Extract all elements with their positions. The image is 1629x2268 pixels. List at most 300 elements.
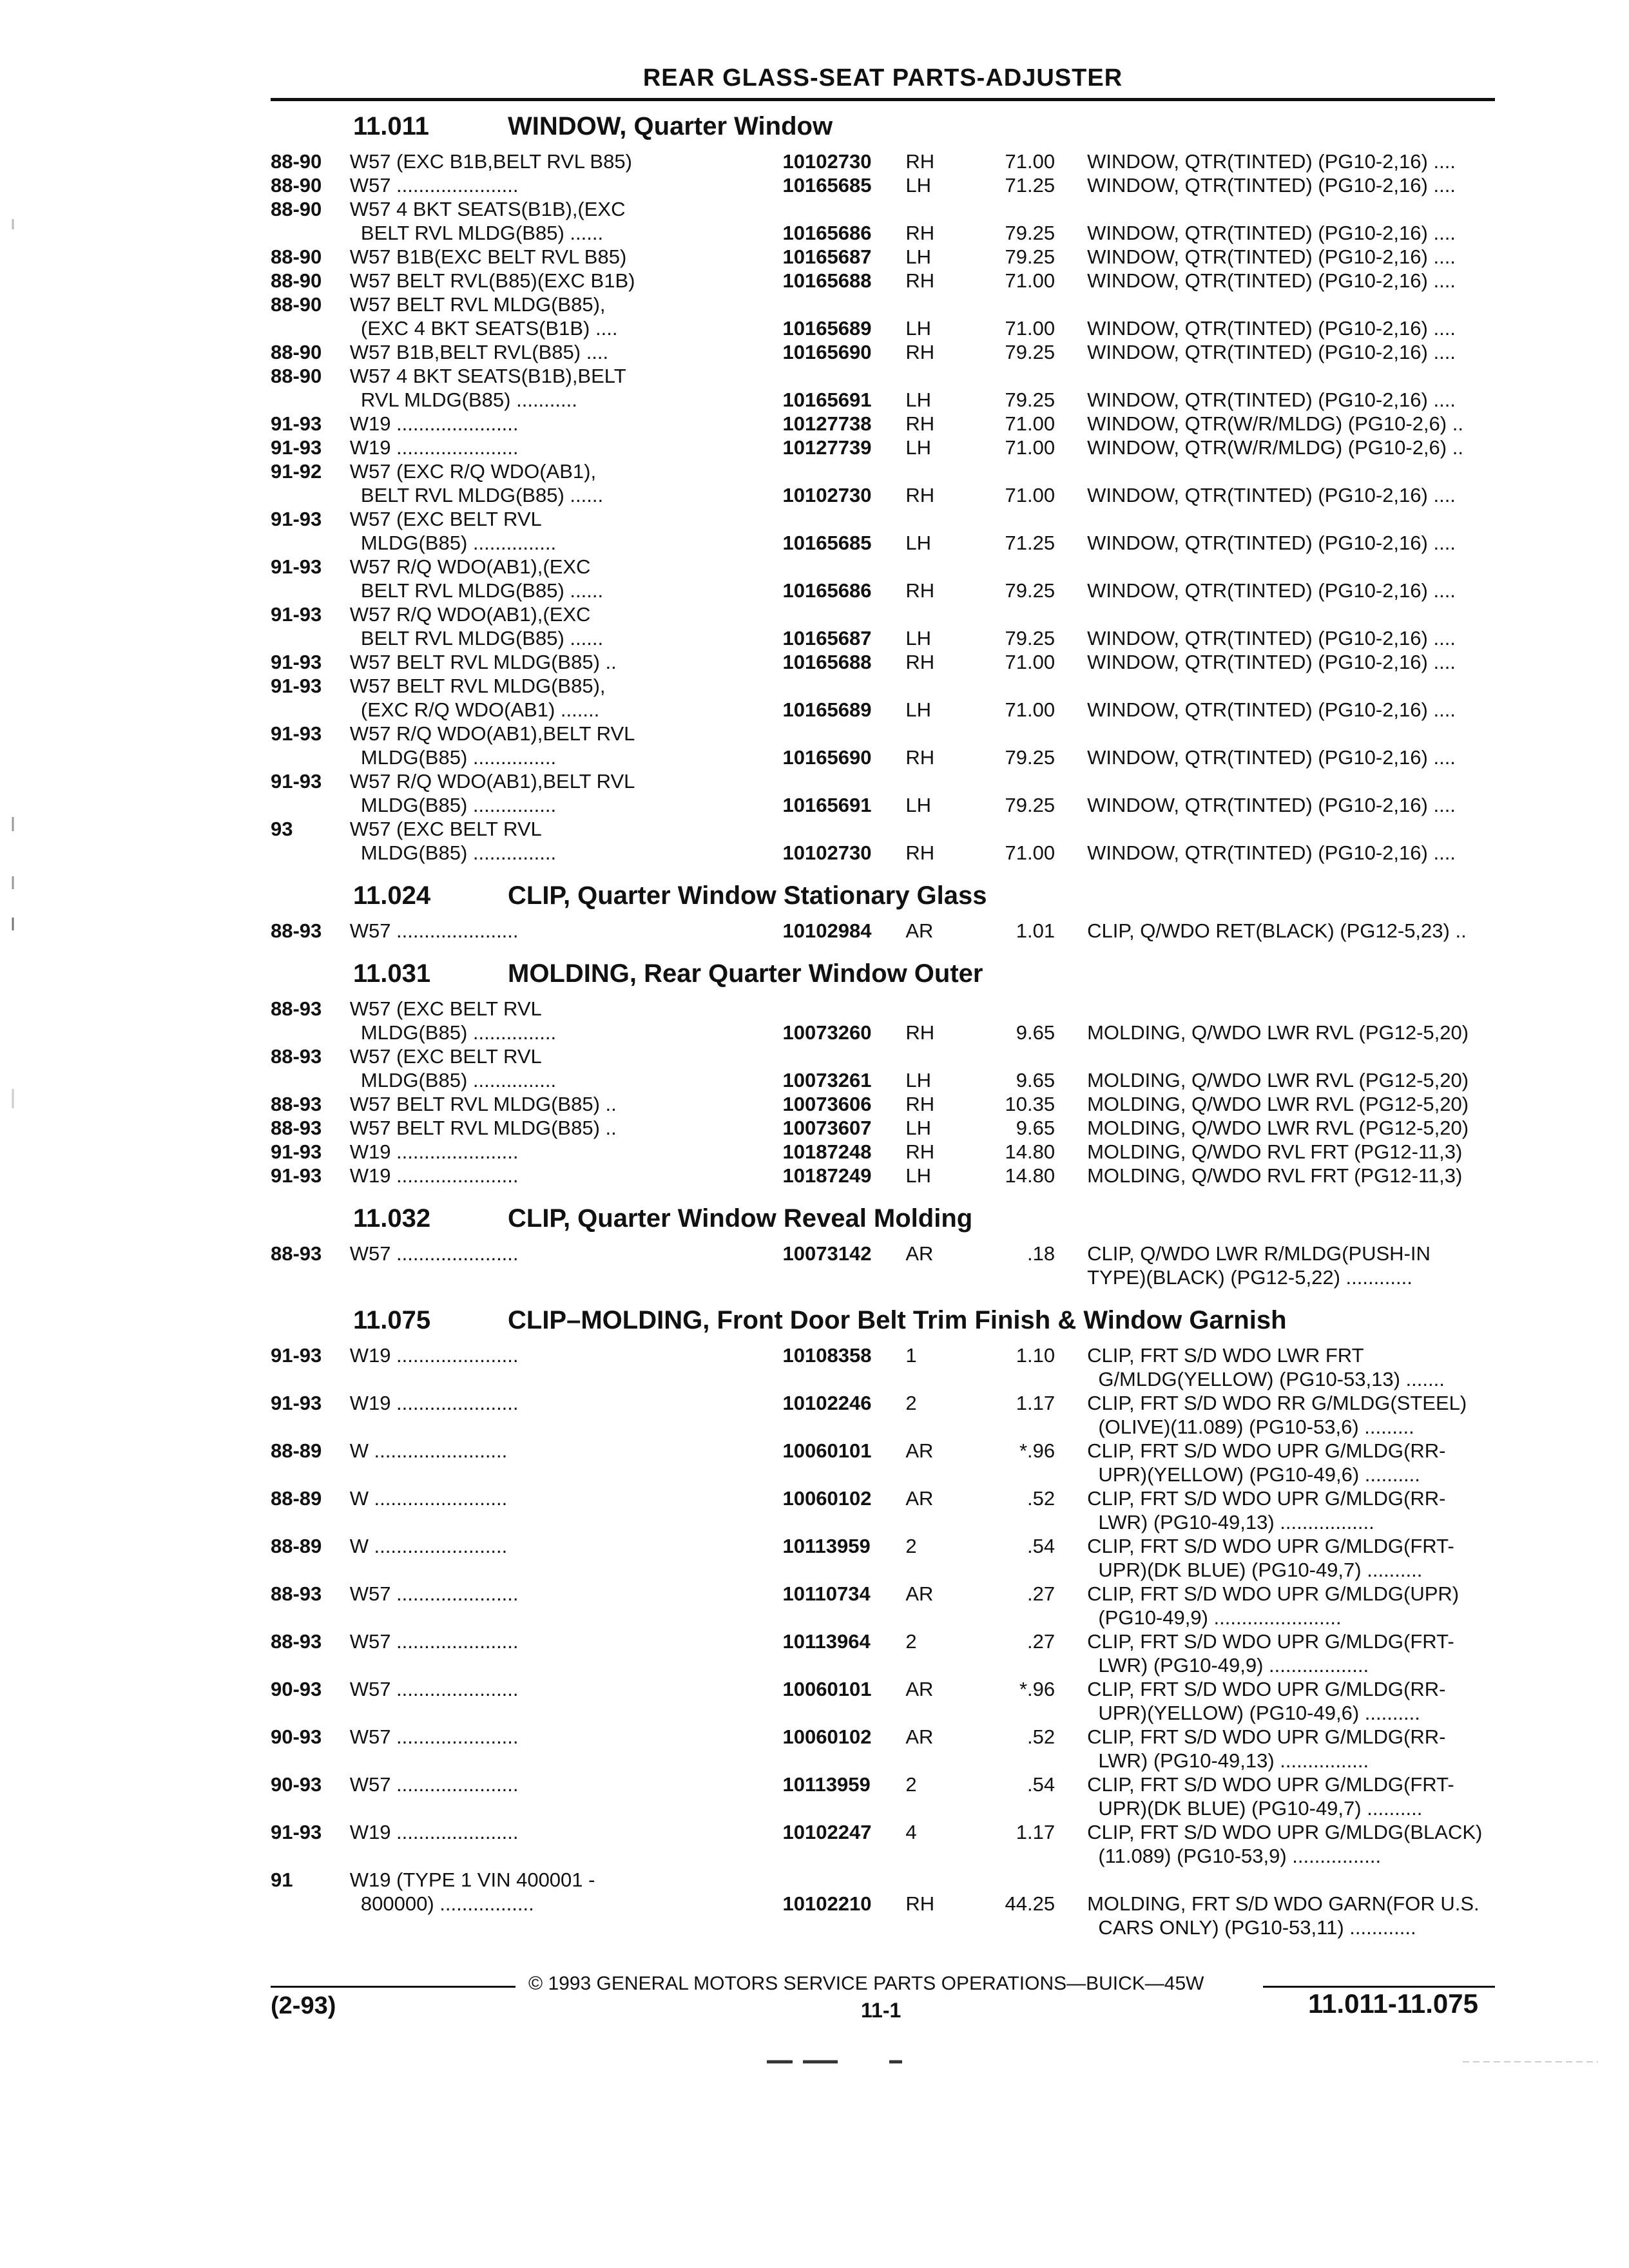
- application: W57 BELT RVL MLDG(B85) ..: [349, 651, 617, 673]
- application: W19 ......................: [349, 1392, 519, 1414]
- price: 79.25: [1005, 245, 1055, 268]
- model-years: 88-89: [271, 1535, 322, 1557]
- part-name: WINDOW, QTR(W/R/MLDG) (PG10-2,6) ..: [1087, 412, 1463, 435]
- application: (EXC R/Q WDO(AB1) .......: [349, 698, 600, 721]
- part-row: [271, 1749, 1495, 1773]
- part-number: 10102247: [782, 1821, 872, 1843]
- part-row: [271, 1558, 1495, 1582]
- part-row: [271, 483, 1495, 507]
- part-row: [271, 1140, 1495, 1164]
- part-row: [271, 1463, 1495, 1486]
- application: W19 ......................: [349, 412, 519, 435]
- quantity: RH: [905, 1892, 935, 1915]
- model-years: [271, 1367, 350, 1391]
- quantity: 2: [905, 1773, 917, 1796]
- quantity: RH: [905, 579, 935, 602]
- model-years: 88-93: [271, 1630, 322, 1653]
- quantity: LH: [905, 627, 932, 649]
- part-number: 10102730: [782, 841, 872, 864]
- quantity: AR: [905, 919, 934, 942]
- part-name: MOLDING, Q/WDO LWR RVL (PG12-5,20): [1087, 1117, 1469, 1139]
- part-name: WINDOW, QTR(TINTED) (PG10-2,16) ....: [1087, 269, 1456, 292]
- application: MLDG(B85) ...............: [349, 794, 557, 816]
- model-years: [271, 1558, 350, 1582]
- price: 1.17: [1016, 1392, 1055, 1414]
- price: 71.00: [1005, 412, 1055, 435]
- price: .27: [1027, 1630, 1055, 1653]
- part-name: WINDOW, QTR(TINTED) (PG10-2,16) ....: [1087, 150, 1456, 173]
- model-years: [271, 221, 350, 245]
- part-row: [271, 602, 1495, 626]
- model-years: [271, 1068, 350, 1092]
- quantity: RH: [905, 651, 935, 673]
- part-row: [271, 316, 1495, 340]
- part-row: [271, 1510, 1495, 1534]
- part-row: [271, 1820, 1495, 1844]
- application: [350, 1415, 783, 1439]
- price: 71.00: [1005, 484, 1055, 506]
- part-name: CLIP, FRT S/D WDO RR G/MLDG(STEEL): [1087, 1392, 1467, 1414]
- section-title: CLIP, Quarter Window Reveal Molding: [508, 1204, 973, 1233]
- application: MLDG(B85) ...............: [349, 746, 557, 769]
- section-heading: [271, 959, 1495, 997]
- application: W57 BELT RVL MLDG(B85) ..: [349, 1093, 617, 1115]
- part-row: [271, 149, 1495, 173]
- model-years: [271, 579, 350, 602]
- price: 79.25: [1005, 389, 1055, 411]
- part-name: WINDOW, QTR(TINTED) (PG10-2,16) ....: [1087, 698, 1456, 721]
- application: [350, 1916, 783, 1939]
- section-heading: [271, 112, 1495, 149]
- part-row: [271, 626, 1495, 650]
- application: [350, 1749, 783, 1773]
- section-spacer: [271, 865, 1495, 878]
- part-number: 10165689: [782, 317, 872, 340]
- part-name: MOLDING, Q/WDO LWR RVL (PG12-5,20): [1087, 1093, 1469, 1115]
- part-row: [271, 1068, 1495, 1092]
- part-name: [1087, 769, 1495, 793]
- part-number: 10060102: [782, 1725, 872, 1748]
- part-name: [1087, 555, 1495, 579]
- part-row: [271, 698, 1495, 722]
- part-row: [271, 1242, 1495, 1265]
- quantity: LH: [905, 1117, 932, 1139]
- price: 9.65: [1016, 1117, 1055, 1139]
- part-name: [1087, 722, 1495, 745]
- model-years: 88-89: [271, 1487, 322, 1510]
- part-row: [271, 1164, 1495, 1187]
- model-years: 93: [271, 818, 293, 840]
- quantity: RH: [905, 269, 935, 292]
- model-years: [271, 1701, 350, 1725]
- model-years: 91-93: [271, 651, 322, 673]
- part-name: WINDOW, QTR(TINTED) (PG10-2,16) ....: [1087, 532, 1456, 554]
- model-years: 91-93: [271, 675, 322, 697]
- part-row: [271, 1415, 1495, 1439]
- part-number: 10060101: [782, 1439, 872, 1462]
- part-name: CLIP, FRT S/D WDO UPR G/MLDG(FRT-: [1087, 1535, 1454, 1557]
- section-title: CLIP–MOLDING, Front Door Belt Trim Finish & Window Garnish: [508, 1306, 1287, 1334]
- part-number: 10113964: [782, 1630, 871, 1653]
- part-row: [271, 1844, 1495, 1868]
- part-name: [1087, 997, 1495, 1021]
- model-years: 88-90: [271, 150, 322, 173]
- application: W57 (EXC R/Q WDO(AB1),: [349, 460, 597, 483]
- price: 71.00: [1005, 841, 1055, 864]
- application: W57 ......................: [349, 919, 519, 942]
- price: 79.25: [1005, 579, 1055, 602]
- quantity: 4: [905, 1821, 917, 1843]
- application: W57 B1B(EXC BELT RVL B85): [349, 245, 627, 268]
- quantity: LH: [905, 532, 932, 554]
- section-heading: [271, 1204, 1495, 1242]
- model-years: 91: [271, 1869, 293, 1891]
- part-number: 10165686: [782, 579, 872, 602]
- application: (EXC 4 BKT SEATS(B1B) ....: [349, 317, 618, 340]
- part-name: G/MLDG(YELLOW) (PG10-53,13) .......: [1087, 1368, 1445, 1390]
- application: BELT RVL MLDG(B85) ......: [349, 484, 604, 506]
- part-row: [271, 269, 1495, 293]
- part-name: CLIP, FRT S/D WDO LWR FRT: [1087, 1344, 1364, 1367]
- part-number: 10073607: [782, 1117, 872, 1139]
- part-name: CLIP, Q/WDO LWR R/MLDG(PUSH-IN: [1087, 1242, 1431, 1265]
- part-number: 10165690: [782, 341, 872, 363]
- application: W57 (EXC B1B,BELT RVL B85): [349, 150, 632, 173]
- model-years: [271, 316, 350, 340]
- application: W ........................: [349, 1439, 508, 1462]
- model-years: 91-93: [271, 1164, 322, 1187]
- price: 14.80: [1005, 1164, 1055, 1187]
- part-name: [1087, 674, 1495, 698]
- application: W57 (EXC BELT RVL: [349, 508, 542, 530]
- part-name: MOLDING, Q/WDO RVL FRT (PG12-11,3): [1087, 1140, 1463, 1163]
- section-title: CLIP, Quarter Window Stationary Glass: [508, 881, 987, 910]
- model-years: [271, 483, 350, 507]
- part-name: (PG10-49,9) .......................: [1087, 1606, 1342, 1629]
- part-row: [271, 1653, 1495, 1677]
- part-name: LWR) (PG10-49,9) ..................: [1087, 1654, 1369, 1677]
- model-years: [271, 745, 350, 769]
- application: W19 ......................: [349, 1821, 519, 1843]
- quantity: RH: [905, 746, 935, 769]
- part-number: 10187248: [782, 1140, 872, 1163]
- part-number: 10060101: [782, 1678, 872, 1700]
- part-row: [271, 769, 1495, 793]
- part-row: [271, 1701, 1495, 1725]
- application: W57 ......................: [349, 1725, 519, 1748]
- application: W ........................: [349, 1535, 508, 1557]
- part-row: [271, 1606, 1495, 1629]
- part-row: [271, 1677, 1495, 1701]
- model-years: 91-92: [271, 460, 322, 483]
- model-years: [271, 698, 350, 722]
- part-row: [271, 1021, 1495, 1044]
- part-row: [271, 1892, 1495, 1916]
- section-spacer: [271, 943, 1495, 956]
- application: W57 BELT RVL(B85)(EXC B1B): [349, 269, 635, 292]
- part-number: 10073260: [782, 1021, 872, 1044]
- application: W57 ......................: [349, 1678, 519, 1700]
- part-number: 10165685: [782, 174, 872, 197]
- part-row: [271, 173, 1495, 197]
- quantity: LH: [905, 794, 932, 816]
- footer-page-number: 11-1: [861, 1999, 901, 2022]
- part-name: WINDOW, QTR(TINTED) (PG10-2,16) ....: [1087, 317, 1456, 340]
- section-heading: [271, 1306, 1495, 1343]
- part-row: [271, 841, 1495, 865]
- model-years: [271, 793, 350, 817]
- application: W57 ......................: [349, 1242, 519, 1265]
- part-name: WINDOW, QTR(TINTED) (PG10-2,16) ....: [1087, 222, 1456, 244]
- quantity: 2: [905, 1630, 917, 1653]
- part-name: WINDOW, QTR(TINTED) (PG10-2,16) ....: [1087, 341, 1456, 363]
- model-years: 91-93: [271, 412, 322, 435]
- application: W57 R/Q WDO(AB1),BELT RVL: [349, 722, 635, 745]
- part-row: [271, 459, 1495, 483]
- quantity: AR: [905, 1487, 934, 1510]
- price: 1.17: [1016, 1821, 1055, 1843]
- catalog-section: [271, 1306, 1495, 1939]
- part-row: [271, 293, 1495, 316]
- quantity: RH: [905, 412, 935, 435]
- quantity: 2: [905, 1392, 917, 1414]
- price: 14.80: [1005, 1140, 1055, 1163]
- catalog-section: [271, 959, 1495, 1200]
- application: MLDG(B85) ...............: [349, 1069, 557, 1091]
- quantity: RH: [905, 841, 935, 864]
- price: 71.00: [1005, 317, 1055, 340]
- part-row: [271, 221, 1495, 245]
- part-row: [271, 997, 1495, 1021]
- part-row: [271, 1116, 1495, 1140]
- price: 71.00: [1005, 269, 1055, 292]
- catalog-section: [271, 881, 1495, 956]
- footer-rule-left: [271, 1986, 516, 1988]
- application: W57 BELT RVL MLDG(B85),: [349, 675, 606, 697]
- part-name: UPR)(DK BLUE) (PG10-49,7) ..........: [1087, 1559, 1423, 1581]
- application: [350, 1510, 783, 1534]
- section-spacer: [271, 1289, 1495, 1302]
- part-row: [271, 650, 1495, 674]
- model-years: 91-93: [271, 508, 322, 530]
- application: W57 R/Q WDO(AB1),(EXC: [349, 603, 591, 626]
- part-number: 10073142: [782, 1242, 872, 1265]
- section-number: 11.075: [353, 1306, 431, 1334]
- price: 79.25: [1005, 222, 1055, 244]
- price: 71.00: [1005, 651, 1055, 673]
- part-number: 10127739: [782, 436, 872, 459]
- model-years: 88-93: [271, 919, 322, 942]
- model-years: [271, 1653, 350, 1677]
- application: W19 ......................: [349, 1164, 519, 1187]
- part-name: CLIP, FRT S/D WDO UPR G/MLDG(RR-: [1087, 1678, 1446, 1700]
- part-row: [271, 1725, 1495, 1749]
- application: BELT RVL MLDG(B85) ......: [349, 627, 604, 649]
- section-heading: [271, 881, 1495, 919]
- model-years: 88-89: [271, 1439, 322, 1462]
- price: .54: [1027, 1535, 1055, 1557]
- model-years: 91-93: [271, 436, 322, 459]
- application: W57 (EXC BELT RVL: [349, 997, 542, 1020]
- part-name: [1087, 602, 1495, 626]
- part-name: UPR)(DK BLUE) (PG10-49,7) ..........: [1087, 1797, 1423, 1820]
- part-row: [271, 245, 1495, 269]
- application: W57 4 BKT SEATS(B1B),(EXC: [349, 198, 626, 220]
- part-number: 10165688: [782, 269, 872, 292]
- part-number: 10165687: [782, 245, 872, 268]
- price: 71.00: [1005, 436, 1055, 459]
- quantity: LH: [905, 436, 932, 459]
- quantity: RH: [905, 1140, 935, 1163]
- application: RVL MLDG(B85) ...........: [349, 389, 577, 411]
- part-row: [271, 1044, 1495, 1068]
- part-name: MOLDING, Q/WDO LWR RVL (PG12-5,20): [1087, 1021, 1469, 1044]
- quantity: LH: [905, 317, 932, 340]
- part-name: CLIP, FRT S/D WDO UPR G/MLDG(RR-: [1087, 1487, 1446, 1510]
- part-name: [1087, 1868, 1495, 1892]
- part-name: [1087, 507, 1495, 531]
- quantity: AR: [905, 1439, 934, 1462]
- model-years: 91-93: [271, 722, 322, 745]
- model-years: [271, 1749, 350, 1773]
- part-name: [1087, 1044, 1495, 1068]
- part-number: 10060102: [782, 1487, 872, 1510]
- part-number: 10102984: [782, 919, 872, 942]
- model-years: 88-93: [271, 1117, 322, 1139]
- model-years: [271, 531, 350, 555]
- part-row: [271, 412, 1495, 436]
- price: 71.00: [1005, 698, 1055, 721]
- part-number: 10165691: [782, 794, 872, 816]
- model-years: 90-93: [271, 1725, 322, 1748]
- part-name: (OLIVE)(11.089) (PG10-53,6) .........: [1087, 1416, 1414, 1438]
- model-years: 91-93: [271, 1140, 322, 1163]
- part-row: [271, 388, 1495, 412]
- catalog-section: [271, 112, 1495, 878]
- quantity: LH: [905, 1069, 932, 1091]
- price: 1.10: [1016, 1344, 1055, 1367]
- application: BELT RVL MLDG(B85) ......: [349, 579, 604, 602]
- part-number: 10073606: [782, 1093, 872, 1115]
- part-row: [271, 555, 1495, 579]
- model-years: [271, 841, 350, 865]
- part-name: UPR)(YELLOW) (PG10-49,6) ..........: [1087, 1463, 1420, 1486]
- part-row: [271, 197, 1495, 221]
- price: 10.35: [1005, 1093, 1055, 1115]
- price: 71.25: [1005, 174, 1055, 197]
- application: [350, 1606, 783, 1629]
- part-name: WINDOW, QTR(TINTED) (PG10-2,16) ....: [1087, 651, 1456, 673]
- part-name: UPR)(YELLOW) (PG10-49,6) ..........: [1087, 1702, 1420, 1724]
- part-name: WINDOW, QTR(TINTED) (PG10-2,16) ....: [1087, 174, 1456, 197]
- model-years: [271, 1844, 350, 1868]
- part-row: [271, 1868, 1495, 1892]
- part-number: 10165690: [782, 746, 872, 769]
- part-number: 10113959: [782, 1535, 871, 1557]
- part-row: [271, 1265, 1495, 1289]
- part-row: [271, 1629, 1495, 1653]
- part-row: [271, 722, 1495, 745]
- quantity: AR: [905, 1725, 934, 1748]
- part-row: [271, 1796, 1495, 1820]
- model-years: 91-93: [271, 603, 322, 626]
- application: W57 (EXC BELT RVL: [349, 1045, 542, 1068]
- application: W57 ......................: [349, 174, 519, 197]
- model-years: [271, 1892, 350, 1916]
- part-name: CLIP, FRT S/D WDO UPR G/MLDG(BLACK): [1087, 1821, 1483, 1843]
- part-row: [271, 1773, 1495, 1796]
- model-years: 88-93: [271, 997, 322, 1020]
- part-name: WINDOW, QTR(TINTED) (PG10-2,16) ....: [1087, 484, 1456, 506]
- catalog-section: [271, 1204, 1495, 1302]
- part-row: [271, 1391, 1495, 1415]
- quantity: RH: [905, 222, 935, 244]
- model-years: 88-90: [271, 341, 322, 363]
- application: [350, 1844, 783, 1868]
- part-row: [271, 531, 1495, 555]
- model-years: 88-90: [271, 198, 322, 220]
- part-number: 10102730: [782, 150, 872, 173]
- model-years: [271, 1415, 350, 1439]
- part-name: WINDOW, QTR(W/R/MLDG) (PG10-2,6) ..: [1087, 436, 1463, 459]
- part-number: 10113959: [782, 1773, 871, 1796]
- price: *.96: [1019, 1678, 1055, 1700]
- header-rule: [271, 98, 1495, 101]
- part-row: [271, 1092, 1495, 1116]
- quantity: RH: [905, 150, 935, 173]
- price: 71.00: [1005, 150, 1055, 173]
- price: *.96: [1019, 1439, 1055, 1462]
- part-number: 10165689: [782, 698, 872, 721]
- model-years: [271, 626, 350, 650]
- part-name: CLIP, Q/WDO RET(BLACK) (PG12-5,23) ..: [1087, 919, 1467, 942]
- part-name: WINDOW, QTR(TINTED) (PG10-2,16) ....: [1087, 579, 1456, 602]
- application: W19 ......................: [349, 1344, 519, 1367]
- model-years: 88-90: [271, 174, 322, 197]
- part-number: 10165688: [782, 651, 872, 673]
- model-years: [271, 1265, 350, 1289]
- application: W19 (TYPE 1 VIN 400001 -: [349, 1869, 595, 1891]
- part-name: LWR) (PG10-49,13) ................: [1087, 1749, 1369, 1772]
- part-row: [271, 1343, 1495, 1367]
- application: MLDG(B85) ...............: [349, 1021, 557, 1044]
- section-number: 11.031: [353, 959, 431, 988]
- model-years: 90-93: [271, 1678, 322, 1700]
- part-name: CLIP, FRT S/D WDO UPR G/MLDG(FRT-: [1087, 1773, 1454, 1796]
- part-name: CLIP, FRT S/D WDO UPR G/MLDG(RR-: [1087, 1725, 1446, 1748]
- application: W57 4 BKT SEATS(B1B),BELT: [349, 365, 626, 387]
- footer-section-range: 11.011-11.075: [1308, 1988, 1478, 2019]
- quantity: LH: [905, 174, 932, 197]
- quantity: AR: [905, 1678, 934, 1700]
- part-number: 10073261: [782, 1069, 872, 1091]
- part-number: 10187249: [782, 1164, 872, 1187]
- quantity: 1: [905, 1344, 917, 1367]
- quantity: RH: [905, 1021, 935, 1044]
- model-years: 90-93: [271, 1773, 322, 1796]
- model-years: [271, 1510, 350, 1534]
- part-name: CLIP, FRT S/D WDO UPR G/MLDG(RR-: [1087, 1439, 1446, 1462]
- part-row: [271, 1486, 1495, 1510]
- quantity: 2: [905, 1535, 917, 1557]
- section-number: 11.032: [353, 1204, 431, 1233]
- footer-rule-right: [1263, 1986, 1495, 1988]
- model-years: [271, 1021, 350, 1044]
- part-name: [1087, 364, 1495, 388]
- price: 1.01: [1016, 919, 1055, 942]
- part-name: [1087, 293, 1495, 316]
- part-name: [1087, 197, 1495, 221]
